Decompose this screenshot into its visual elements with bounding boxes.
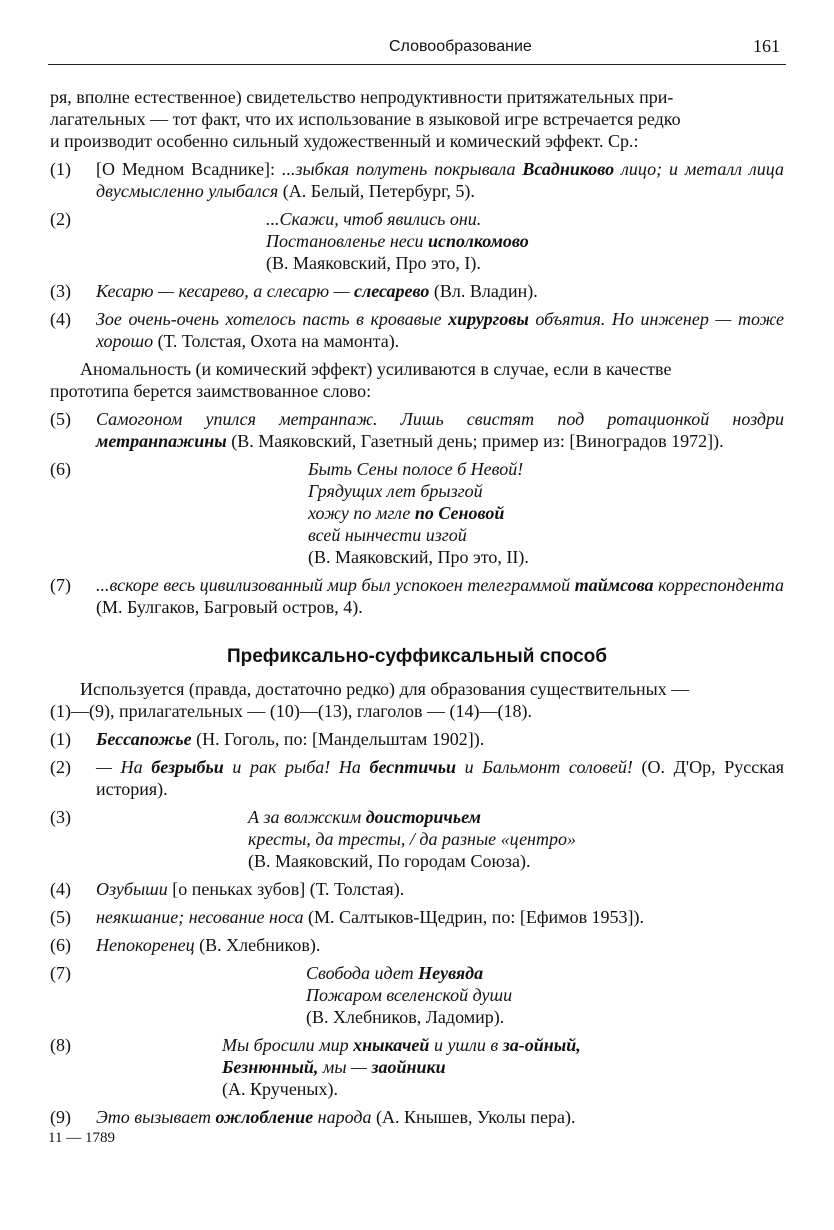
source-citation: (А. Крученых). bbox=[222, 1079, 339, 1099]
suffix-example-6 bbox=[50, 934, 784, 956]
verse-line bbox=[306, 962, 784, 984]
highlight-word: хирурговы bbox=[448, 309, 529, 329]
example-word: Непокоренец bbox=[96, 935, 195, 955]
paragraph-3 bbox=[50, 678, 784, 722]
example-text: лицо; и металл лица двусмысленно улыбался bbox=[96, 159, 784, 201]
verse-line: Быть Сены полосе б Невой! bbox=[308, 459, 524, 479]
highlight-word: исполкомово bbox=[428, 231, 529, 251]
highlight-word: за-ойный, bbox=[502, 1035, 581, 1055]
example-number: (7) bbox=[50, 575, 71, 595]
example-text: объятия. Но инженер — тоже хорошо bbox=[96, 309, 784, 351]
highlight-word: Неувяда bbox=[418, 963, 484, 983]
example-word: Озубыши bbox=[96, 879, 168, 899]
example-3 bbox=[50, 280, 784, 302]
example-number: (6) bbox=[50, 459, 71, 479]
source-citation: (В. Маяковский, Про это, II). bbox=[308, 547, 529, 567]
suffix-example-1 bbox=[50, 728, 784, 750]
paragraph-line: Используется (правда, достаточно редко) для образования существительных — bbox=[80, 679, 690, 699]
suffix-example-5 bbox=[50, 906, 784, 928]
signature-mark: 11 — 1789 bbox=[48, 1130, 115, 1146]
example-word: неякшание; несование носа bbox=[96, 907, 304, 927]
example-text: [О Медном Всаднике]: bbox=[96, 159, 282, 179]
example-number: (5) bbox=[50, 409, 71, 429]
example-text: Зое очень-очень хотелось пасть в кровавые bbox=[96, 309, 449, 329]
example-number: (1) bbox=[50, 159, 71, 179]
suffix-example-3 bbox=[50, 806, 784, 872]
verse-text: Мы бросили мир bbox=[222, 1035, 354, 1055]
example-text: ...зыбкая полутень покрывала bbox=[281, 159, 523, 179]
example-number: (5) bbox=[50, 907, 71, 927]
verse-line bbox=[222, 1056, 784, 1078]
verse-line bbox=[266, 230, 784, 252]
source-citation: (А. Кнышев, Уколы пера). bbox=[371, 1107, 576, 1127]
source-citation: (Т. Толстая, Охота на мамонта). bbox=[153, 331, 400, 351]
highlight-word: Всадниково bbox=[522, 159, 615, 179]
source-citation: [о пеньках зубов] (Т. Толстая). bbox=[167, 879, 405, 899]
example-6 bbox=[50, 458, 784, 568]
verse-line: кресты, да тресты, / да разные «центро» bbox=[248, 829, 576, 849]
example-7 bbox=[50, 574, 784, 618]
source-citation: (Вл. Владин). bbox=[429, 281, 538, 301]
example-1 bbox=[50, 158, 784, 202]
source-citation: (В. Маяковский, Про это, I). bbox=[266, 253, 481, 273]
highlight-word: бесптичьи bbox=[369, 757, 456, 777]
highlight-word: доисторичьем bbox=[365, 807, 481, 827]
example-number: (2) bbox=[50, 209, 71, 229]
paragraph-line: (1)—(9), прилагательных — (10)—(13), глаголов — (14)—(18). bbox=[50, 701, 532, 721]
verse-text: мы — bbox=[318, 1057, 372, 1077]
verse-line: Пожаром вселенской души bbox=[306, 985, 513, 1005]
paragraph-line: прототипа берется заимствованное слово: bbox=[50, 381, 372, 401]
example-number: (4) bbox=[50, 309, 71, 329]
example-text: Самогоном упился метранпаж. Лишь свистят под ротационкой ноздри bbox=[96, 409, 784, 429]
highlight-word: Безнюнный, bbox=[222, 1057, 319, 1077]
source-citation: (М. Булгаков, Багровый остров, 4). bbox=[96, 597, 363, 617]
example-number: (4) bbox=[50, 879, 71, 899]
verse-line: Грядущих лет брызгой bbox=[308, 481, 483, 501]
paragraph-2 bbox=[50, 358, 784, 402]
example-2 bbox=[50, 208, 784, 274]
source-citation: (А. Белый, Петербург, 5). bbox=[278, 181, 475, 201]
example-text: и Бальмонт соловей! bbox=[455, 757, 633, 777]
example-text: Это вызывает bbox=[96, 1107, 216, 1127]
source-citation: (Н. Гоголь, по: [Мандельштам 1902]). bbox=[191, 729, 485, 749]
verse-line: ...Скажи, чтоб явились они. bbox=[266, 209, 482, 229]
highlight-word: слесарево bbox=[354, 281, 430, 301]
example-text: и рак рыба! На bbox=[223, 757, 370, 777]
example-text: ...вскоре весь цивилизованный мир был успокоен телеграммой bbox=[96, 575, 575, 595]
highlight-word: хныкачей bbox=[353, 1035, 430, 1055]
example-text: Кесарю — кесарево, а слесарю — bbox=[96, 281, 355, 301]
paragraph-line: Аномальность (и комический эффект) усиливаются в случае, если в качестве bbox=[80, 359, 672, 379]
source-citation: (В. Хлебников, Ладомир). bbox=[306, 1007, 505, 1027]
verse-line bbox=[222, 1034, 784, 1056]
example-number: (1) bbox=[50, 729, 71, 749]
page-body bbox=[50, 86, 784, 1128]
highlight-word: таймсова bbox=[574, 575, 654, 595]
verse-line bbox=[308, 502, 784, 524]
example-number: (9) bbox=[50, 1107, 71, 1127]
running-header bbox=[48, 34, 786, 65]
highlight-word: Бессапожье bbox=[96, 729, 192, 749]
suffix-example-4 bbox=[50, 878, 784, 900]
source-citation: (В. Хлебников). bbox=[194, 935, 321, 955]
highlight-word: метранпажины bbox=[96, 431, 227, 451]
header-title: Словообразование bbox=[389, 38, 532, 55]
example-5 bbox=[50, 408, 784, 452]
highlight-word: по Сеновой bbox=[414, 503, 505, 523]
highlight-word: безрыбьи bbox=[151, 757, 224, 777]
example-number: (8) bbox=[50, 1035, 71, 1055]
section-heading: Префиксально-суффиксальный способ bbox=[226, 646, 608, 667]
example-number: (6) bbox=[50, 935, 71, 955]
verse-text: Свобода идет bbox=[306, 963, 419, 983]
intro-line: ря, вполне естественное) свидетельство непродуктивности притяжательных при- bbox=[50, 87, 674, 107]
source-citation: (М. Салтыков-Щедрин, по: [Ефимов 1953]). bbox=[303, 907, 645, 927]
example-number: (7) bbox=[50, 963, 71, 983]
suffix-example-2 bbox=[50, 756, 784, 800]
verse-text: и ушли в bbox=[429, 1035, 503, 1055]
highlight-word: ожлобление bbox=[215, 1107, 314, 1127]
verse-text: Постановленье неси bbox=[266, 231, 429, 251]
source-citation: (В. Маяковский, Газетный день; пример из: [Виноградов 1972]). bbox=[226, 431, 724, 451]
example-text: народа bbox=[313, 1107, 372, 1127]
highlight-word: заойники bbox=[371, 1057, 446, 1077]
source-citation: (О. Д'Ор, Русская история). bbox=[96, 757, 785, 799]
intro-paragraph bbox=[50, 86, 784, 152]
verse-line bbox=[248, 806, 784, 828]
example-text: корреспондента bbox=[653, 575, 784, 595]
example-number: (3) bbox=[50, 281, 71, 301]
intro-line: лагательных — тот факт, что их использование в языковой игре встречается редко bbox=[50, 109, 681, 129]
verse-line: всей нынчести изгой bbox=[308, 525, 467, 545]
page-number: 161 bbox=[753, 36, 780, 56]
suffix-example-7 bbox=[50, 962, 784, 1028]
verse-text: хожу по мгле bbox=[308, 503, 415, 523]
intro-line: и производит особенно сильный художественный и комический эффект. Ср.: bbox=[50, 131, 639, 151]
source-citation: (В. Маяковский, По городам Союза). bbox=[248, 851, 531, 871]
example-text: — На bbox=[96, 757, 152, 777]
example-number: (2) bbox=[50, 757, 71, 777]
suffix-example-8 bbox=[50, 1034, 784, 1100]
example-4 bbox=[50, 308, 784, 352]
verse-text: А за волжским bbox=[248, 807, 366, 827]
suffix-example-9 bbox=[50, 1106, 784, 1128]
example-number: (3) bbox=[50, 807, 71, 827]
